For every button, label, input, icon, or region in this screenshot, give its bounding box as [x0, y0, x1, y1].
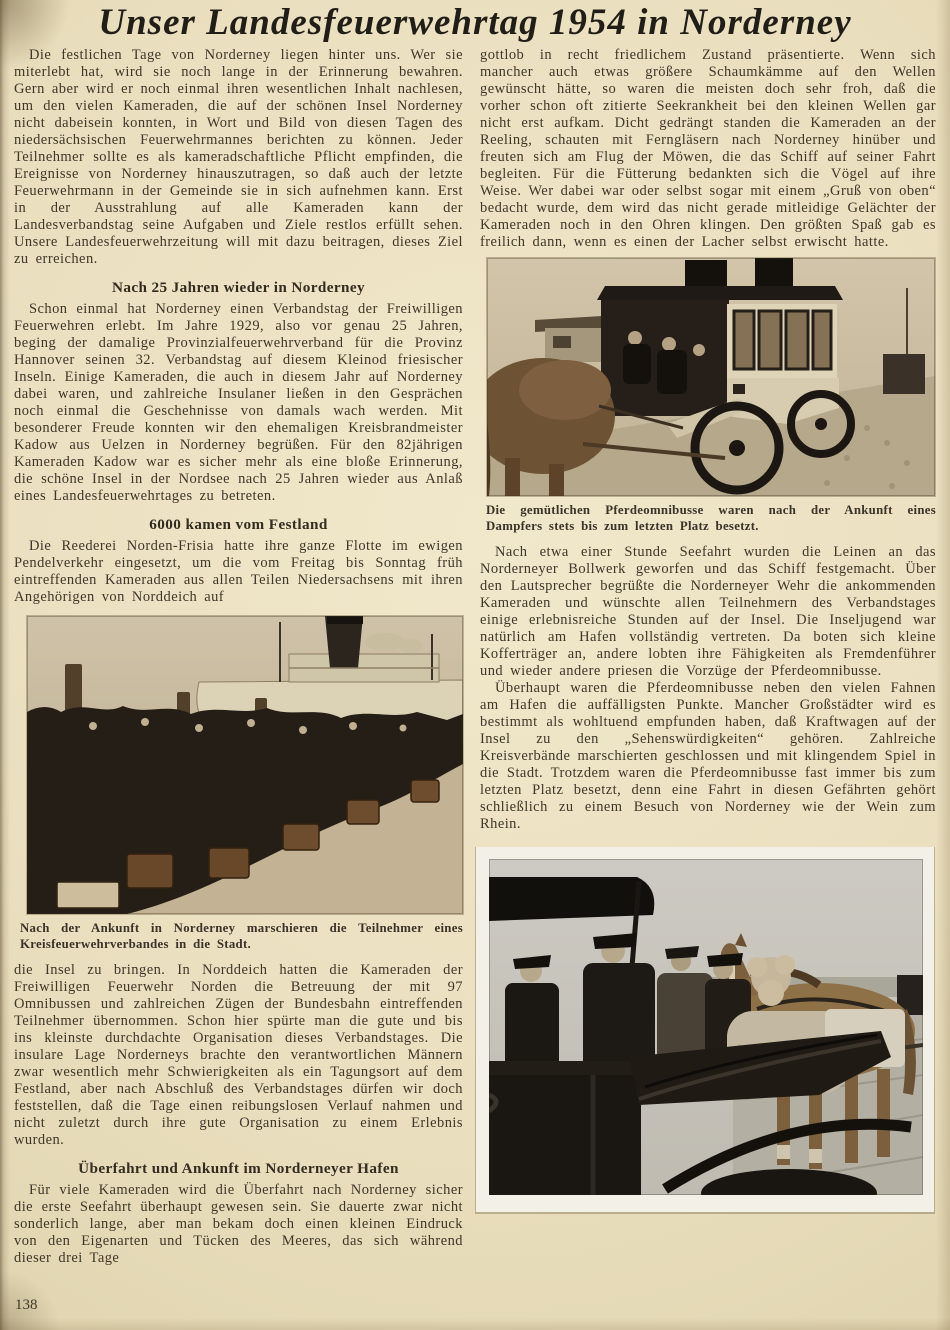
right-paragraph-pferdeomnibusse: Überhaupt waren die Pferdeomnibusse neben den vielen Fahnen am Hafen die auffälligsten Punkte. Mancher Großstädter wird es bestimmt als wohltuend empfunden haben, daß Kraftwagen auf der Insel zu den „Sehenswürdigkeiten“ gehören. Zahlreiche Kreisverbände marschierten geschlossen und mit klingendem Spiel in die Stadt. Trotzdem waren die Pferdeomnibusse fast immer bis zum letzten Platz besetzt, denn eine Fahrt in diesen Gefährten gehört schließlich zu einem Besuch von Norderney wie der Wein zum Rhein. — [480, 680, 936, 832]
background-cart — [883, 354, 925, 394]
heading-25-jahre: Nach 25 Jahren wieder in Norderney — [111, 279, 366, 296]
left-paragraph-intro: Die festlichen Tage von Norderney liegen hinter uns. Wer sie miterlebt hat, wird sie noch lange in der Erinnerung bewahren. Gern aber wird er noch einmal ihren wesentlichen Inhalt nachlesen, um den vielen Kameraden, die auf der schönen Insel Norderney nicht dabeisein konnten, in Wort und Bild von diesen Tagen des niedersächsischen Feuerwehrmannes berichten zu können. Jeder Teilnehmer sollte es als kameradschaftliche Pflicht empfinden, die Ereignisse von Norderney hinauszutragen, so daß auch der letzte Feuerwehrmann in der Gemeinde sie in sich aufnehmen kann. Erst in der Ausstrahlung auf alle Kameraden kann der Landesverbandstag seine Aufgaben und Ziele restlos erfüllt sehen. Unsere Landesfeuerwehrzeitung will mit dazu beitragen, dieses Ziel zu erreichen. — [14, 47, 463, 267]
heading-6000-festland: 6000 kamen vom Festland — [149, 516, 328, 533]
left-paragraph-ueberfahrt: Für viele Kameraden wird die Überfahrt nach Norderney sicher die erste Seefahrt überhaupt gewesen sein. Sie dauerte zwar nicht sonderlich lange, aber man bekam doch einen kleinen Eindruck von den Eigenarten und Tücken des Meeres, das sich während dieser drei Tage — [14, 1182, 463, 1266]
heading-ueberfahrt: Überfahrt und Ankunft im Norderneyer Hafen — [78, 1160, 399, 1177]
left-paragraph-25-jahre: Schon einmal hat Norderney einen Verbandstag der Freiwilligen Feuerwehren erlebt. Im Jahre 1929, also vor genau 25 Jahren, beging der damalige Provinzialfeuerwehrverband für die Provinz Hannover seinen 32. Verbandstag auf diesem Kleinod friesischer Inseln. Einige Kameraden, die auch in diesem Jahr auf Norderney dabei waren, und zahlreiche Insulaner ließen in den Gesprächen noch einmal die Geschehnisse von damals wach werden. Mit besonderer Freude konnten wir den ehemaligen Kreisbrandmeister Kadow aus Uelzen in Norderney begrüßen. Für den 82jährigen Kameraden Kadow war es sicher mehr als eine bloße Erinnerung, die schöne Insel in der Nordsee nach 25 Jahren wieder aus Anlaß eines Landesfeuerwehrtages zu betreten. — [14, 301, 463, 504]
photo1-caption: Nach der Ankunft in Norderney marschieren die Teilnehmer eines Kreisfeuerwehrverbandes in die Stadt. — [20, 921, 463, 951]
left-paragraph-norddeich: die Insel zu bringen. In Norddeich hatten die Kameraden der Freiwilligen Feuerwehr Norden die Betreuung der mit 97 Omnibussen und zahlreichen Zügen der Bundesbahn eintreffenden Teilnehmer übernommen. Schon hier spürte man die gute und bis ins kleinste durchdachte Organisation dieses Verbandstages. Die insulare Lage Norderneys brachte den verantwortlichen Männern zwar wesentlich mehr Schwierigkeiten als ein Tagungsort auf dem Festland, aber nach Abschluß des Verbandstages dürfen wir doch feststellen, daß die Tage einen reibungslosen Verlauf nahmen und nicht zuletzt durch ihre gute Organisation zu einem Erlebnis wurden. — [14, 962, 463, 1148]
photo-carriage-print-border — [476, 847, 934, 1212]
photo2-caption: Die gemütlichen Pferdeomnibusse waren nach der Ankunft eines Dampfers stets bis zum letzten Platz besetzt. — [486, 503, 936, 533]
photo-horse-drawn-omnibus — [487, 258, 935, 496]
left-column — [14, 47, 463, 1267]
right-paragraph-ankunft: Nach etwa einer Stunde Seefahrt wurden die Leinen an das Norderneyer Bollwerk geworfen und das Schiff festgemacht. Über den Lautsprecher begrüßte die Norderneyer Wehr die ankommenden Kameraden und wünschte allen Teilnehmern des Verbandstages einige erlebnisreiche Stunden auf der Insel. Die Inseljugend war natürlich am Hafen vollständig vertreten. Da boten sich kleine Kofferträger an, andere lobten ihre Fähigkeiten als Fremdenführer und wieder andere priesen die Vorzüge der Pferdeomnibusse. — [480, 544, 936, 679]
photo-firefighters-in-carriage-with-horse — [489, 859, 923, 1195]
page-title: Unser Landesfeuerwehrtag 1954 in Norderney — [98, 2, 852, 43]
carriage-canopy — [489, 877, 654, 921]
left-paragraph-6000: Die Reederei Norden-Frisia hatte ihre ganze Flotte im ewigen Pendelverkehr eingesetzt, um die vom Freitag bis Sonntag früh eintreffenden Kameraden aus allen Teilen Niedersachsens mit ihren Angehörigen von Norddeich auf — [14, 538, 463, 605]
right-column — [480, 47, 936, 1212]
right-paragraph-seefahrt: gottlob in recht friedlichem Zustand präsentierte. Wenn sich mancher auch etwas größere Schaumkämme auf den Wellen gewünscht hätte, so waren die meisten doch sehr froh, daß die vorher schon oft zitierte Seekrankheit bei den kleinen Wellen gar nicht erst aufkam. Dicht gedrängt standen die Kameraden an der Reeling, schauten mit Ferngläsern nach Norderney hinüber und freuten sich am Flug der Möwen, die das Schiff auf seiner Fahrt begleiten. Für die Fütterung bedankten sich die Vögel auf ihre Weise. Wer dabei war oder selbst sogar mit einem „Gruß von oben“ bedacht wurde, dem wird das nicht gerade mitleidige Gelächter der Kameraden noch in den Ohren klingen. Den größten Spaß gab es freilich dann, wenn es einen der Lacher selbst erwischt hatte. — [480, 47, 936, 250]
page-number: 138 — [15, 1297, 38, 1313]
photo-marching-firefighters-with-steamship — [27, 616, 463, 914]
